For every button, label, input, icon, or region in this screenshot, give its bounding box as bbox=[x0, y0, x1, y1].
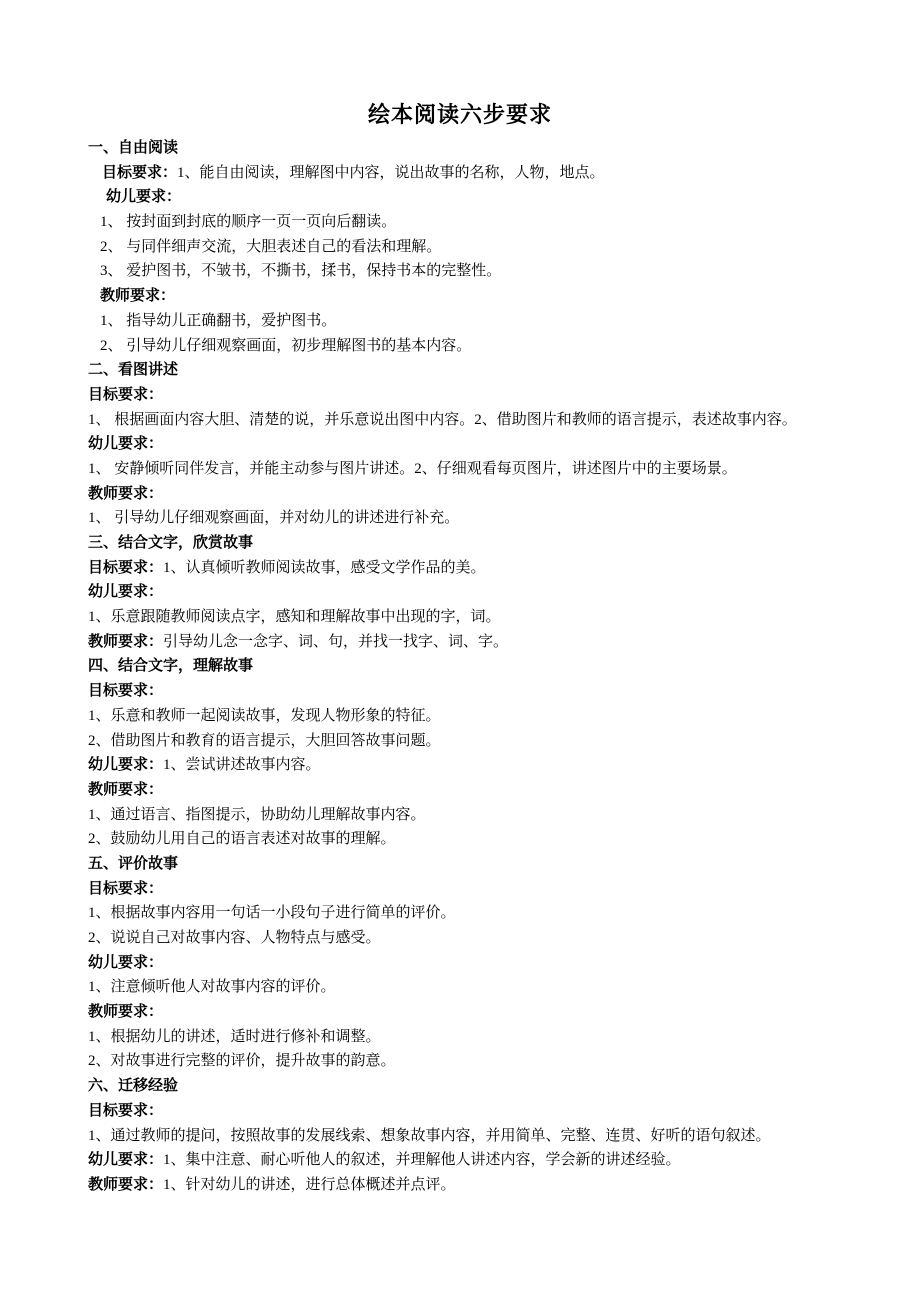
line-label: 三、结合文字，欣赏故事 bbox=[88, 535, 254, 551]
line-text: 1、根据幼儿的讲述，适时进行修补和调整。 bbox=[88, 1028, 381, 1045]
document-line bbox=[88, 408, 848, 433]
document-line bbox=[88, 210, 848, 235]
line-text: 1、乐意和教师一起阅读故事，发现人物形象的特征。 bbox=[88, 707, 441, 724]
document-title: 绘本阅读六步要求 bbox=[367, 102, 552, 127]
document-line bbox=[88, 580, 848, 605]
line-label: 二、看图讲述 bbox=[88, 362, 179, 379]
line-text: 2、借助图片和教育的语言提示，大胆回答故事问题。 bbox=[88, 732, 441, 749]
document-line bbox=[88, 1049, 848, 1074]
document-line bbox=[88, 975, 848, 1000]
line-text: 1、 根据画面内容大胆、清楚的说，并乐意说出图中内容。2、借助图片和教师的语言提示，表述故事内容。 bbox=[88, 411, 797, 428]
line-label: 教师要求： bbox=[88, 633, 164, 650]
document-line bbox=[88, 803, 848, 828]
line-label: 五、评价故事 bbox=[88, 855, 179, 872]
document-line bbox=[88, 729, 848, 754]
line-text: 2、说说自己对故事内容、人物特点与感受。 bbox=[88, 930, 381, 946]
line-text: 1、 按封面到封底的顺序一页一页向后翻读。 bbox=[100, 214, 397, 231]
section-heading bbox=[88, 358, 848, 383]
line-text: 1、根据故事内容用一句话一小段句子进行简单的评价。 bbox=[88, 905, 456, 922]
document-line bbox=[88, 457, 848, 482]
line-text: 1、能自由阅读，理解图中内容，说出故事的名称，人物，地点。 bbox=[177, 164, 605, 181]
document-line bbox=[88, 1025, 848, 1050]
line-label: 幼儿要求： bbox=[106, 189, 182, 206]
document-line bbox=[88, 309, 848, 334]
document-line bbox=[88, 506, 848, 531]
line-label: 幼儿要求： bbox=[88, 436, 164, 453]
document-line bbox=[88, 1173, 848, 1198]
document-line bbox=[88, 161, 848, 186]
document-line bbox=[88, 185, 848, 210]
document-line bbox=[88, 284, 848, 309]
document-line bbox=[88, 235, 848, 260]
document-line bbox=[88, 1000, 848, 1025]
document-line bbox=[88, 1124, 848, 1149]
line-label: 目标要求： bbox=[88, 880, 164, 897]
document-line bbox=[88, 704, 848, 729]
document-line bbox=[88, 630, 848, 655]
line-label: 教师要求： bbox=[88, 485, 164, 502]
document-line bbox=[88, 827, 848, 852]
line-text: 1、认真倾听教师阅读故事，感受文学作品的美。 bbox=[163, 559, 486, 576]
line-label: 教师要求： bbox=[88, 1176, 164, 1193]
line-text: 1、集中注意、耐心听他人的叙述，并理解他人讲述内容，学会新的讲述经验。 bbox=[163, 1152, 681, 1169]
document-line bbox=[88, 679, 848, 704]
line-label: 教师要求： bbox=[88, 1004, 164, 1021]
line-text: 1、 安静倾听同伴发言，并能主动参与图片讲述。2、仔细观看每页图片，讲述图片中的主要场景。 bbox=[88, 460, 737, 477]
line-text: 1、通过教师的提问，按照故事的发展线索、想象故事内容，并用简单、完整、连贯、好听的语句叙述。 bbox=[88, 1127, 771, 1144]
line-text: 1、 引导幼儿仔细观察画面，并对幼儿的讲述进行补充。 bbox=[88, 510, 460, 527]
line-label: 目标要求： bbox=[88, 386, 164, 403]
line-text: 3、 爱护图书，不皱书，不撕书，揉书，保持书本的完整性。 bbox=[100, 263, 502, 280]
line-label: 四、结合文字，理解故事 bbox=[88, 658, 254, 675]
line-label: 教师要求： bbox=[88, 781, 164, 798]
document-line bbox=[88, 1148, 848, 1173]
line-label: 一、自由阅读 bbox=[88, 140, 179, 156]
section-heading bbox=[88, 654, 848, 679]
line-text: 2、对故事进行完整的评价，提升故事的韵意。 bbox=[88, 1053, 396, 1070]
line-label: 目标要求： bbox=[102, 164, 178, 181]
document-line bbox=[88, 383, 848, 408]
document-line bbox=[88, 605, 848, 630]
document-line bbox=[88, 778, 848, 803]
line-label: 幼儿要求： bbox=[88, 1152, 164, 1169]
document-line bbox=[88, 1099, 848, 1124]
line-text: 1、针对幼儿的讲述，进行总体概述并点评。 bbox=[163, 1176, 456, 1193]
document-line bbox=[88, 334, 848, 359]
line-label: 六、迁移经验 bbox=[88, 1078, 179, 1095]
line-text: 1、通过语言、指图提示，协助幼儿理解故事内容。 bbox=[88, 806, 426, 823]
line-label: 目标要求： bbox=[88, 559, 164, 576]
document-line bbox=[88, 901, 848, 926]
section-heading bbox=[88, 136, 848, 161]
line-label: 目标要求： bbox=[88, 1102, 164, 1119]
line-text: 引导幼儿念一念字、词、句，并找一找字、词、字。 bbox=[163, 633, 509, 650]
document-line bbox=[88, 877, 848, 902]
section-heading bbox=[88, 531, 848, 556]
line-text: 2、 与同伴细声交流，大胆表述自己的看法和理解。 bbox=[100, 238, 442, 255]
line-label: 幼儿要求： bbox=[88, 584, 164, 601]
line-label: 幼儿要求： bbox=[88, 757, 164, 774]
line-text: 1、 指导幼儿正确翻书，爱护图书。 bbox=[100, 312, 337, 329]
line-text: 1、注意倾听他人对故事内容的评价。 bbox=[88, 979, 336, 996]
line-text: 2、 引导幼儿仔细观察画面，初步理解图书的基本内容。 bbox=[100, 337, 472, 354]
document-line bbox=[88, 926, 848, 951]
document-line bbox=[88, 482, 848, 507]
section-heading bbox=[88, 852, 848, 877]
line-text: 1、乐意跟随教师阅读点字，感知和理解故事中出现的字，词。 bbox=[88, 609, 501, 626]
document-line bbox=[88, 556, 848, 581]
document-line bbox=[88, 259, 848, 284]
section-heading bbox=[88, 1074, 848, 1099]
line-label: 目标要求： bbox=[88, 683, 164, 700]
line-text: 2、鼓励幼儿用自己的语言表述对故事的理解。 bbox=[88, 831, 396, 848]
line-label: 教师要求： bbox=[100, 288, 176, 305]
line-text: 1、尝试讲述故事内容。 bbox=[163, 757, 321, 774]
document-body bbox=[88, 136, 848, 1198]
document-line bbox=[88, 753, 848, 778]
document-line bbox=[88, 951, 848, 976]
line-label: 幼儿要求： bbox=[88, 954, 164, 971]
document-line bbox=[88, 432, 848, 457]
